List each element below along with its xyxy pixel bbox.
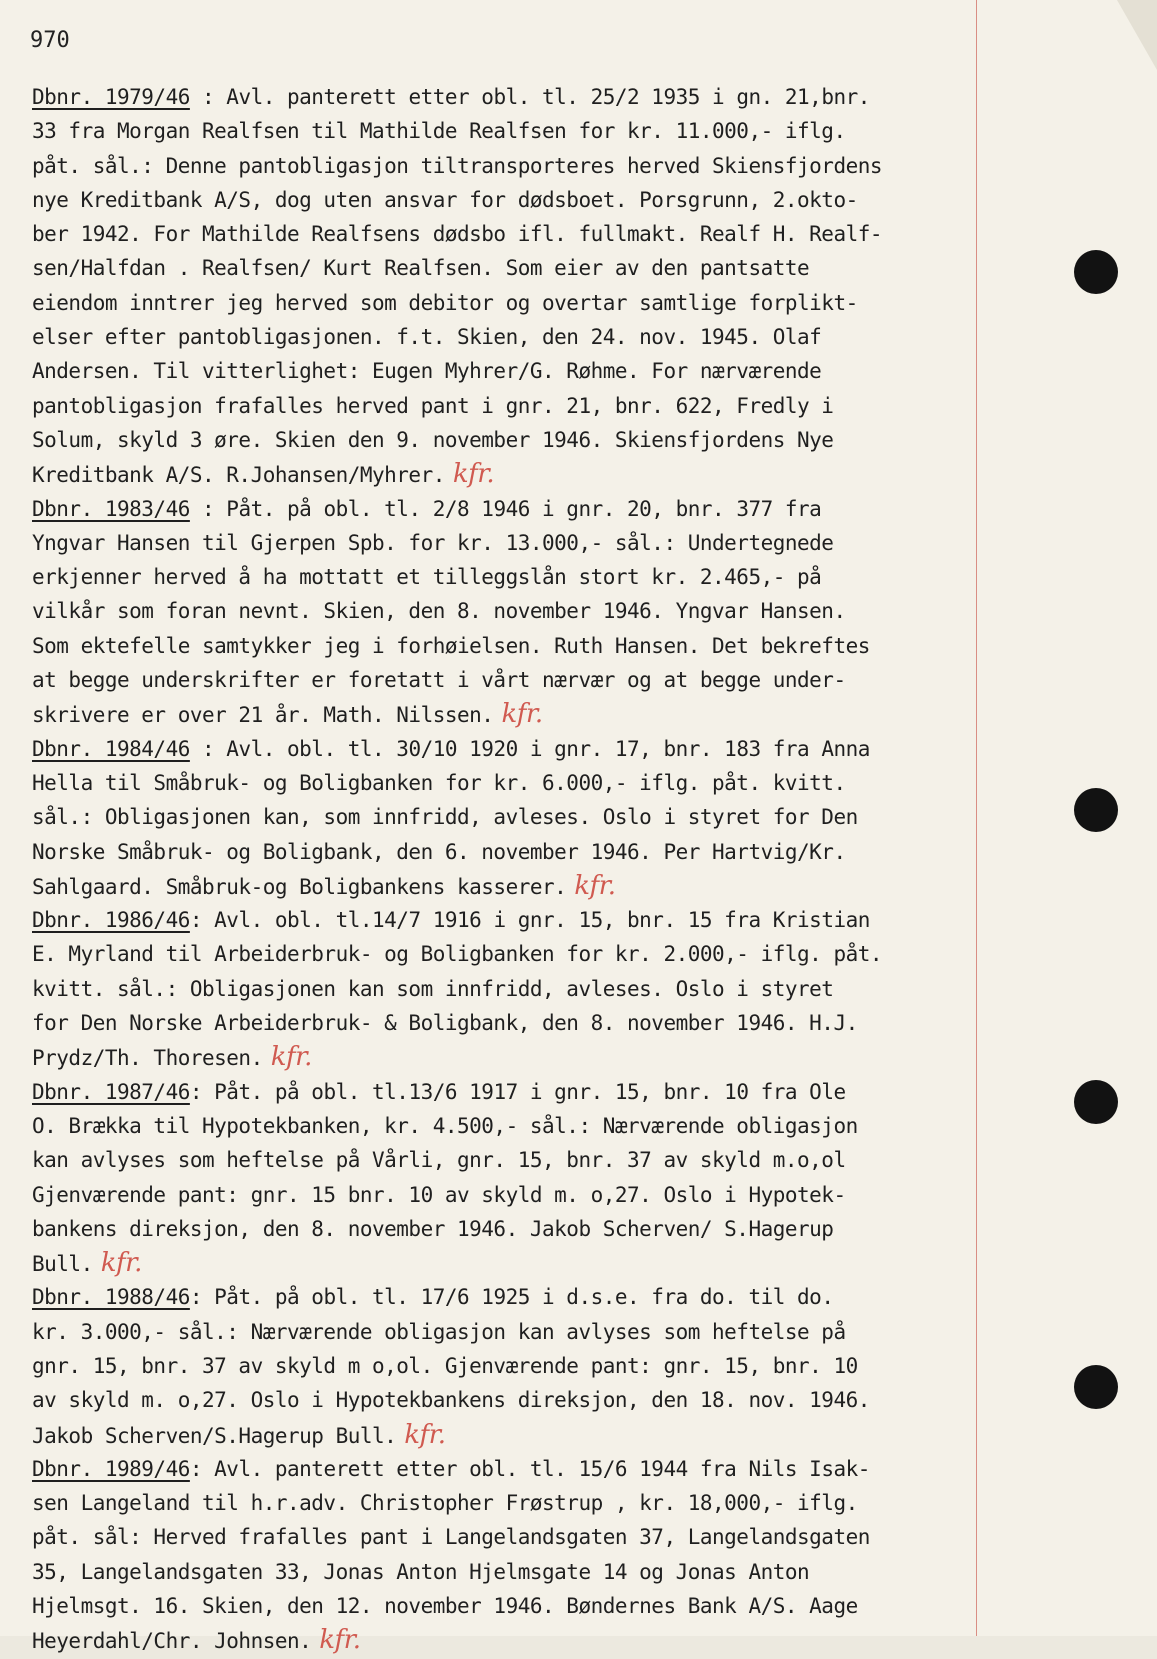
entry-number: Dbnr. 1988/46	[32, 1285, 190, 1310]
line-text: av skyld m. o,27. Oslo i Hypotekbankens direksjon, den 18. nov. 1946.	[32, 1388, 870, 1413]
line-text: Kreditbank A/S. R.Johansen/Myhrer.	[32, 463, 445, 488]
text-line	[32, 1383, 992, 1417]
line-text: Prydz/Th. Thoresen.	[32, 1046, 263, 1071]
text-line	[32, 766, 992, 800]
line-text: Sahlgaard. Småbruk-og Boligbankens kasserer.	[32, 874, 567, 899]
line-text: at begge underskrifter er foretatt i vårt nærvær og at begge under-	[32, 668, 846, 693]
entry-first-line	[32, 1452, 992, 1486]
text-line	[32, 1315, 992, 1349]
line-text: 35, Langelandsgaten 33, Jonas Anton Hjelmsgate 14 og Jonas Anton	[32, 1559, 810, 1584]
line-text: O. Brækka til Hypotekbanken, kr. 4.500,- sål.: Nærværende obligasjon	[32, 1113, 858, 1138]
line-text: : Avl. panterett etter obl. tl. 15/6 1944 fra Nils Isak-	[189, 1456, 870, 1481]
line-text: : Påt. på obl. tl. 2/8 1946 i gnr. 20, bnr. 377 fra	[189, 496, 822, 521]
entry-number: Dbnr. 1987/46	[32, 1079, 190, 1104]
line-text: Gjenværende pant: gnr. 15 bnr. 10 av skyld m. o,27. Oslo i Hypotek-	[32, 1182, 846, 1207]
text-line	[32, 423, 992, 457]
text-line	[32, 1212, 992, 1246]
text-line	[32, 560, 992, 594]
text-line	[32, 114, 992, 148]
text-line	[32, 800, 992, 834]
text-line	[32, 286, 992, 320]
binder-hole	[1074, 250, 1118, 294]
text-line	[32, 835, 992, 869]
entry-first-line	[32, 492, 992, 526]
line-text: sen/Halfdan . Realfsen/ Kurt Realfsen. Som eier av den pantsatte	[32, 256, 810, 281]
line-text: elser efter pantobligasjonen. f.t. Skien, den 24. nov. 1945. Olaf	[32, 325, 822, 350]
line-text: påt. sål: Herved frafalles pant i Langelandsgaten 37, Langelandsgaten	[32, 1525, 870, 1550]
text-line	[32, 697, 992, 731]
handwritten-initials: kfr.	[100, 1248, 142, 1279]
line-text: sål.: Obligasjonen kan, som innfridd, avleses. Oslo i styret for Den	[32, 805, 858, 830]
line-text: ber 1942. For Mathilde Realfsens dødsbo ifl. fullmakt. Realf H. Realf-	[32, 222, 883, 247]
binder-hole	[1074, 1365, 1118, 1409]
line-text: skrivere er over 21 år. Math. Nilssen.	[32, 703, 494, 728]
line-text: eiendom inntrer jeg herved som debitor og overtar samtlige forplikt-	[32, 290, 858, 315]
line-text: kvitt. sål.: Obligasjonen kan som innfridd, avleses. Oslo i styret	[32, 976, 834, 1001]
page-number: 970	[30, 28, 70, 53]
line-text: Som ektefelle samtykker jeg i forhøielsen. Ruth Hansen. Det bekreftes	[32, 633, 870, 658]
line-text: kr. 3.000,- sål.: Nærværende obligasjon kan avlyses som heftelse på	[32, 1319, 846, 1344]
text-line	[32, 1349, 992, 1383]
entry-first-line	[32, 903, 992, 937]
line-text: Bull.	[32, 1252, 93, 1277]
entry-number: Dbnr. 1979/46	[32, 85, 190, 109]
line-text: : Avl. obl. tl. 30/10 1920 i gnr. 17, bnr. 183 fra Anna	[189, 736, 870, 761]
folded-corner	[1117, 0, 1157, 70]
text-line	[32, 526, 992, 560]
line-text: pantobligasjon frafalles herved pant i gnr. 21, bnr. 622, Fredly i	[32, 393, 834, 418]
text-line	[32, 1555, 992, 1589]
handwritten-initials: kfr.	[270, 1042, 312, 1073]
text-line	[32, 1143, 992, 1177]
entry-number: Dbnr. 1986/46	[32, 908, 190, 933]
line-text: : Påt. på obl. tl.13/6 1917 i gnr. 15, bnr. 10 fra Ole	[189, 1079, 846, 1104]
text-line	[32, 972, 992, 1006]
text-line	[32, 320, 992, 354]
line-text: Jakob Scherven/S.Hagerup Bull.	[32, 1423, 397, 1448]
text-line	[32, 457, 992, 491]
entry-number: Dbnr. 1989/46	[32, 1456, 190, 1481]
entry-number: Dbnr. 1984/46	[32, 736, 190, 761]
text-line	[32, 663, 992, 697]
text-line	[32, 1109, 992, 1143]
line-text: : Avl. panterett etter obl. tl. 25/2 1935 i gn. 21,bnr.	[189, 85, 870, 109]
line-text: erkjenner herved å ha mottatt et tilleggslån stort kr. 2.465,- på	[32, 565, 822, 590]
text-line	[32, 1486, 992, 1520]
line-text: påt. sål.: Denne pantobligasjon tiltransporteres herved Skiensfjordens	[32, 153, 883, 178]
line-text: Hella til Småbruk- og Boligbanken for kr. 6.000,- iflg. påt. kvitt.	[32, 770, 846, 795]
text-line	[32, 1178, 992, 1212]
binder-hole	[1074, 1080, 1118, 1124]
text-line	[32, 1006, 992, 1040]
text-line	[32, 1040, 992, 1074]
line-text: bankens direksjon, den 8. november 1946. Jakob Scherven/ S.Hagerup	[32, 1216, 834, 1241]
line-text: kan avlyses som heftelse på Vårli, gnr. 15, bnr. 37 av skyld m.o,ol	[32, 1148, 846, 1173]
text-line	[32, 629, 992, 663]
handwritten-initials: kfr.	[452, 459, 495, 490]
line-text: gnr. 15, bnr. 37 av skyld m o,ol. Gjenværende pant: gnr. 15, bnr. 10	[32, 1353, 858, 1378]
entry-first-line	[32, 1075, 992, 1109]
text-line	[32, 183, 992, 217]
record-text	[32, 80, 992, 1658]
text-line	[32, 217, 992, 251]
line-text: Heyerdahl/Chr. Johnsen.	[32, 1629, 312, 1654]
text-line	[32, 149, 992, 183]
line-text: for Den Norske Arbeiderbruk- & Boligbank, den 8. november 1946. H.J.	[32, 1011, 858, 1036]
text-line	[32, 1246, 992, 1280]
handwritten-initials: kfr.	[501, 699, 543, 730]
text-line	[32, 1520, 992, 1554]
entry-first-line	[32, 80, 992, 114]
binder-hole	[1074, 788, 1118, 832]
text-line	[32, 251, 992, 285]
line-text: Andersen. Til vitterlighet: Eugen Myhrer/G. Røhme. For nærværende	[32, 359, 822, 384]
line-text: : Avl. obl. tl.14/7 1916 i gnr. 15, bnr. 15 fra Kristian	[189, 908, 870, 933]
entry-first-line	[32, 732, 992, 766]
entry-number: Dbnr. 1983/46	[32, 496, 190, 521]
line-text: vilkår som foran nevnt. Skien, den 8. november 1946. Yngvar Hansen.	[32, 599, 846, 624]
text-line	[32, 354, 992, 388]
handwritten-initials: kfr.	[404, 1419, 446, 1450]
line-text: Norske Småbruk- og Boligbank, den 6. november 1946. Per Hartvig/Kr.	[32, 839, 846, 864]
text-line	[32, 1418, 992, 1452]
line-text: 33 fra Morgan Realfsen til Mathilde Realfsen for kr. 11.000,- iflg.	[32, 119, 846, 144]
line-text: : Påt. på obl. tl. 17/6 1925 i d.s.e. fra do. til do.	[189, 1285, 834, 1310]
entry-first-line	[32, 1280, 992, 1314]
line-text: Yngvar Hansen til Gjerpen Spb. for kr. 13.000,- sål.: Undertegnede	[32, 530, 834, 555]
text-line	[32, 1623, 992, 1657]
text-line	[32, 1589, 992, 1623]
text-line	[32, 389, 992, 423]
text-line	[32, 869, 992, 903]
line-text: sen Langeland til h.r.adv. Christopher Frøstrup , kr. 18,000,- iflg.	[32, 1491, 858, 1516]
handwritten-initials: kfr.	[319, 1625, 361, 1656]
handwritten-initials: kfr.	[574, 870, 616, 901]
line-text: Hjelmsgt. 16. Skien, den 12. november 1946. Bøndernes Bank A/S. Aage	[32, 1594, 858, 1619]
line-text: nye Kreditbank A/S, dog uten ansvar for dødsboet. Porsgrunn, 2.okto-	[32, 187, 858, 212]
line-text: E. Myrland til Arbeiderbruk- og Boligbanken for kr. 2.000,- iflg. påt.	[32, 942, 883, 967]
text-line	[32, 594, 992, 628]
text-line	[32, 937, 992, 971]
line-text: Solum, skyld 3 øre. Skien den 9. november 1946. Skiensfjordens Nye	[32, 427, 834, 452]
